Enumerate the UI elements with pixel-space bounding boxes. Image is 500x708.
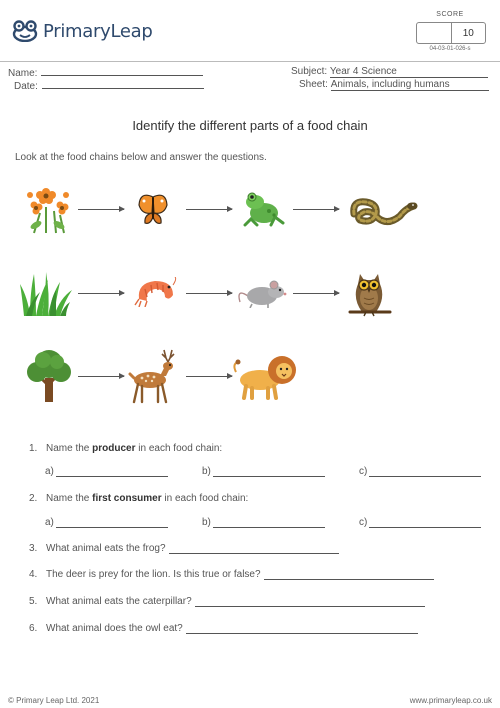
answer-line[interactable] [213, 466, 325, 477]
date-input-line[interactable] [42, 79, 204, 89]
arrow-icon [186, 376, 232, 377]
question-text: Name the producer in each food chain: [46, 443, 223, 454]
question-text: The deer is prey for the lion. Is this true or false? [46, 569, 434, 580]
flowers-icon [26, 183, 72, 235]
score-entry[interactable] [417, 23, 452, 43]
subject-field [291, 66, 488, 78]
answer-line[interactable] [213, 517, 325, 528]
caterpillar-icon [136, 191, 170, 227]
snake-icon [348, 192, 418, 228]
arrow-icon [78, 209, 124, 210]
question-4 [29, 569, 489, 583]
subject-label: Subject: [291, 66, 328, 77]
answer-line[interactable] [369, 517, 481, 528]
question-text: Name the first consumer in each food chain: [46, 493, 249, 504]
answer-1c: c) [359, 466, 481, 477]
answer-2c: c) [359, 517, 481, 528]
date-field [14, 79, 204, 92]
answer-1a: a) [45, 466, 168, 477]
question-number: 1. [29, 443, 38, 454]
sheet-label: Sheet: [299, 79, 328, 90]
date-label: Date: [14, 81, 38, 92]
mouse-icon [238, 278, 288, 308]
answer-line[interactable] [264, 569, 434, 580]
grass-icon [20, 272, 72, 316]
score-box [416, 22, 486, 44]
name-label: Name: [8, 68, 38, 79]
arrow-icon [293, 293, 339, 294]
answer-line[interactable] [186, 623, 418, 634]
answer-line[interactable] [56, 466, 168, 477]
worksheet-title: Identify the different parts of a food chain [132, 118, 368, 133]
lion-icon [232, 354, 298, 400]
arrow-icon [186, 209, 232, 210]
owl-icon [344, 268, 394, 318]
answer-2b: b) [202, 517, 325, 528]
arrow-icon [186, 293, 232, 294]
question-number: 6. [29, 623, 38, 634]
question-6 [29, 623, 489, 637]
question-3 [29, 543, 489, 557]
answer-2a: a) [45, 517, 168, 528]
question-number: 2. [29, 493, 38, 504]
question-5 [29, 596, 489, 610]
website-link[interactable]: www.primaryleap.co.uk [409, 696, 492, 705]
name-field [8, 66, 203, 79]
score-label: SCORE [436, 11, 464, 18]
brand-name: PrimaryLeap [43, 20, 153, 42]
question-number: 4. [29, 569, 38, 580]
arrow-icon [78, 376, 124, 377]
arrow-icon [78, 293, 124, 294]
name-input-line[interactable] [41, 66, 203, 76]
brand-logo [12, 18, 153, 44]
instructions: Look at the food chains below and answer the questions. [15, 152, 267, 163]
shrimp-icon [133, 277, 177, 307]
answer-line[interactable] [369, 466, 481, 477]
question-1 [29, 443, 489, 457]
frog-icon [241, 189, 285, 229]
answer-1b: b) [202, 466, 325, 477]
tree-icon [25, 348, 73, 402]
answer-line[interactable] [56, 517, 168, 528]
worksheet-code: 04-03-01-026-s [429, 46, 471, 52]
answer-line[interactable] [169, 543, 339, 554]
frog-logo-icon [12, 20, 38, 42]
sheet-field [299, 79, 489, 91]
answer-line[interactable] [195, 596, 425, 607]
subject-value: Year 4 Science [330, 66, 488, 78]
deer-icon [128, 348, 182, 404]
question-number: 5. [29, 596, 38, 607]
header-divider [0, 61, 500, 62]
arrow-icon [293, 209, 339, 210]
question-number: 3. [29, 543, 38, 554]
sheet-value: Animals, including humans [331, 79, 489, 91]
question-text: What animal eats the frog? [46, 543, 339, 554]
question-text: What animal does the owl eat? [46, 623, 418, 634]
copyright: © Primary Leap Ltd. 2021 [8, 696, 100, 705]
question-2 [29, 493, 489, 507]
score-value: 10 [462, 27, 474, 39]
question-text: What animal eats the caterpillar? [46, 596, 425, 607]
